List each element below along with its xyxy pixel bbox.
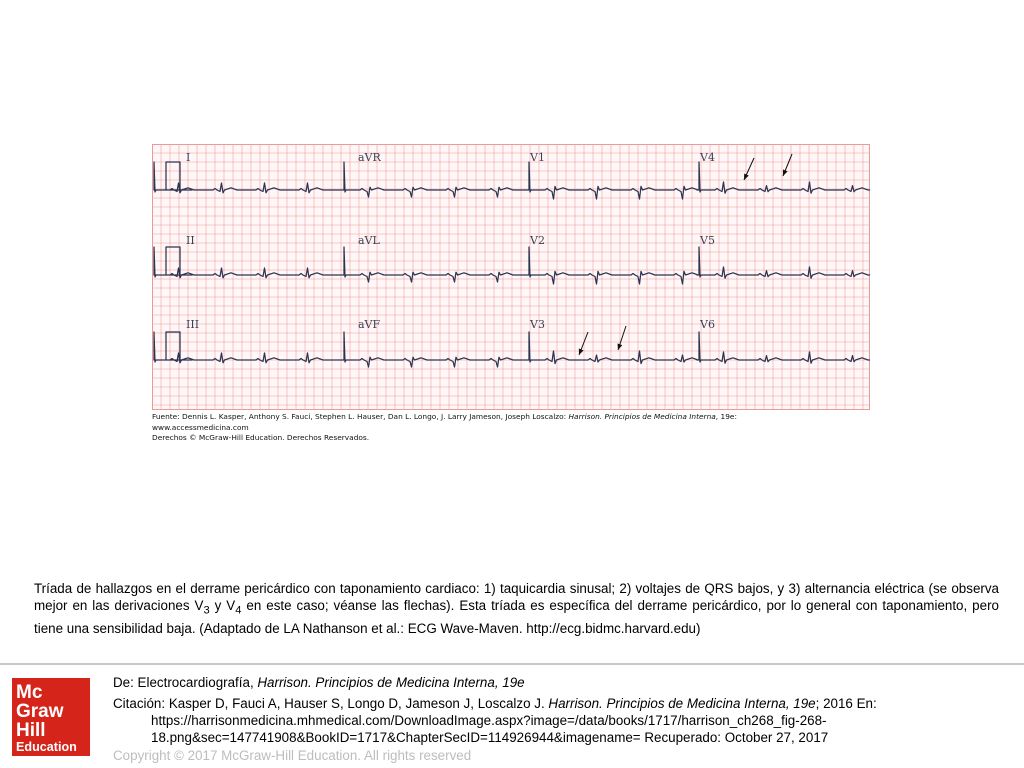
ecg-lead-label: V3 xyxy=(530,318,545,331)
logo-line-2: Graw xyxy=(16,701,64,722)
ecg-lead-label: V2 xyxy=(530,234,545,247)
ecg-lead-label: V4 xyxy=(700,151,715,164)
credit-line-2[interactable]: www.accessmedicina.com xyxy=(152,422,249,432)
ecg-figure xyxy=(152,144,870,410)
ecg-lead-label: aVL xyxy=(358,234,380,247)
ecg-lead-label: aVF xyxy=(358,318,381,331)
ecg-lead-label: II xyxy=(186,234,195,247)
source-de: De: Electrocardiografía, Harrison. Principios de Medicina Interna, 19e xyxy=(113,675,525,690)
ecg-lead-label: aVR xyxy=(358,151,381,164)
ecg-lead-label: V5 xyxy=(700,234,715,247)
copyright-notice: Copyright © 2017 McGraw-Hill Education. All rights reserved xyxy=(113,748,472,763)
mcgraw-hill-logo-icon xyxy=(12,678,90,756)
figure-credit xyxy=(152,412,870,446)
mcgraw-hill-logo xyxy=(12,678,90,756)
logo-line-1: Mc xyxy=(16,682,43,703)
source-citation: Citación: Kasper D, Fauci A, Hauser S, Longo D, Jameson J, Loscalzo J. Harrison. Principios de Medicina Interna, 19e; 2016 En: https://harrisonmedicina.mhmedical.com/DownloadImage.aspx?image=/data/books/1717/harrison_ch268_fig-268-18.png&sec=147741908&BookID=1717&ChapterSecID=114926944&imagename= Recuperado: October 27, 2017 xyxy=(113,696,877,745)
ecg-lead-label: I xyxy=(186,151,191,164)
source-block xyxy=(113,674,1013,764)
logo-line-4: Education xyxy=(16,740,77,754)
credit-line-1: Fuente: Dennis L. Kasper, Anthony S. Fauci, Stephen L. Hauser, Dan L. Longo, J. Larry Jameson, Joseph Loscalzo: Harrison. Principios de Medicina Interna, 19e: xyxy=(152,412,737,421)
ecg-tracing-image xyxy=(152,144,870,410)
ecg-lead-label: V6 xyxy=(700,318,715,331)
credit-line-3: Derechos © McGraw-Hill Education. Derechos Reservados. xyxy=(152,433,370,442)
ecg-lead-label: III xyxy=(186,318,200,331)
logo-line-3: Hill xyxy=(16,720,46,741)
ecg-lead-label: V1 xyxy=(530,151,545,164)
ecg-background xyxy=(152,144,870,410)
footer-divider xyxy=(0,663,1024,665)
figure-caption: Tríada de hallazgos en el derrame pericárdico con taponamiento cardiaco: 1) taquicardia sinusal; 2) voltajes de QRS bajos, y 3) alternancia eléctrica (se observa mejor en las derivaciones $V_3$ y $V_4$ en este caso; véanse las flechas). Esta tríada es específica del derrame pericárdico, por lo general con taponamiento, pero tiene una sensibilidad baja. (Adaptado de LA Nathanson et al.: ECG Wave-Maven. http://ecg.bidmc.harvard.edu) xyxy=(34,581,999,636)
